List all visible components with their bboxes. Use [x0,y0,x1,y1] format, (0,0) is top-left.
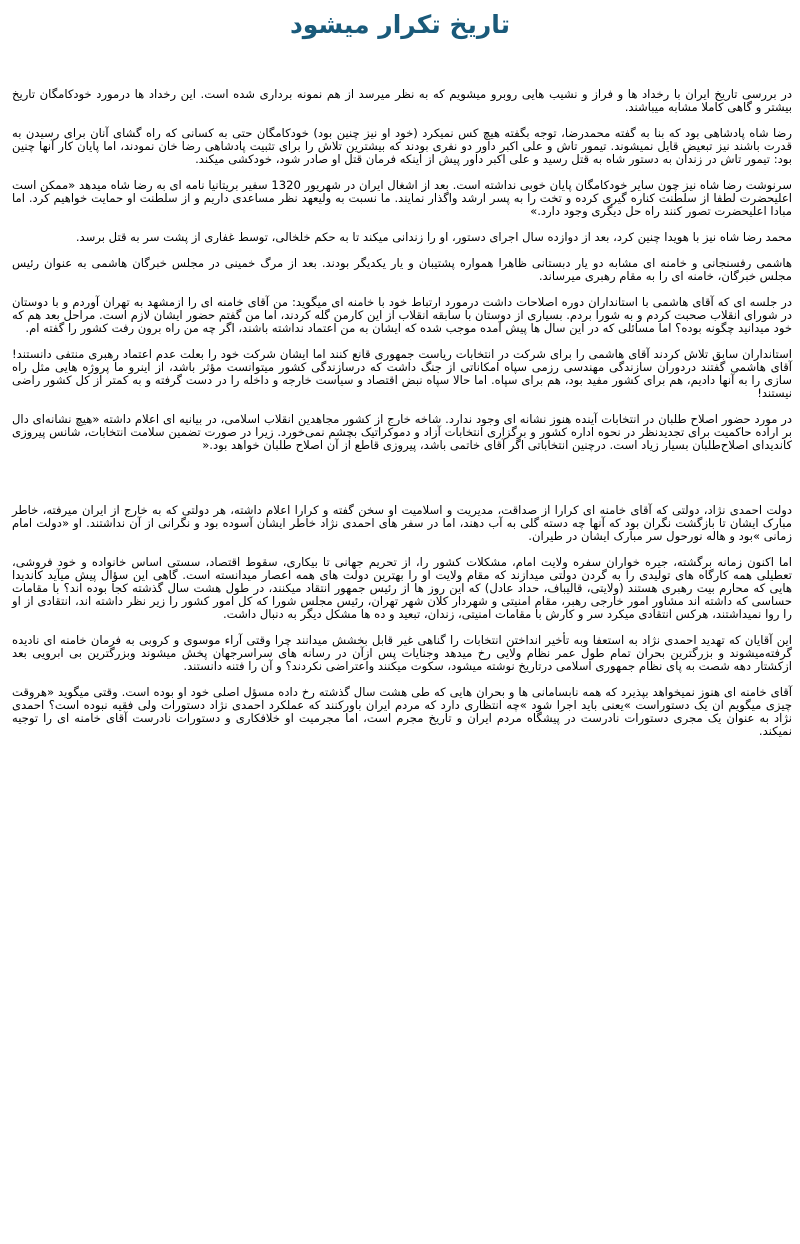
article-paragraph: اما اکنون زمانه برگشته، جیره خواران سفره ولایت امام، مشکلات کشور را، از تحریم جهانی تا بیکاری، سقوط اقتصاد، سستی اساس خانواده و خود فروشی، تعطیلی همه کارگاه های تولیدی را به گردن دولتی میدازند که مقام ولایت او را بهترین دولت های همه اعصار میدانسته است. گاهی این سؤال پیش میآید کاندیدا هایی که محارم بیت رهبری هستند (ولایتی، قالیباف، حداد عادل) که این روز ها از رئیس جمهور انتقاد میکنند، در طول هشت سال گذشته کجا بوده اند؟ با مقامات حساسی که داشته اند مشاور امور خارجی رهبر، مقام امنیتی و شهردار کلان شهر تهران، رئیس مجلس شورا که کل امور کشور را زیر نظر داشته اند، انتقادی از او را روا نمیداشتند، هرکس انتقادی میکرد سر و کارش با مقامات امنیتی، زندان، تبعید و ده ها مشکل دیگر به دنبال داشت. [12,555,792,621]
article-paragraph: در مورد حضور اصلاح طلبان در انتخابات آینده هنوز نشانه ای وجود ندارد. شاخه خارج از کشور مجاهدین انقلاب اسلامی، در بیانیه ای اعلام داشته «هیچ نشانه‌ای دال بر اراده حاکمیت برای تجدیدنظر در نحوه اداره کشور و برگزاری انتخابات آزاد و دموکراتیک بچشم نمی‌خورد. زیرا در صورت تضمین سلامت انتخابات، شانس پیروزی کاندیدای اصلاح‌طلبان بسیار زیاد است. درچنین انتخاباتی اگر آقای خاتمی باشد، پیروزی قاطع از آن اصلاح طلبان خواهد بود.« [12,412,792,452]
article-paragraph: در جلسه ای که آقای هاشمی با استانداران دوره اصلاحات داشت درمورد ارتباط خود با خامنه ای میگوید: من آقای خامنه ای را ازمشهد به تهران آوردم و با دوستان در شورای انقلاب صحبت کردم و به شورا بردم. بسیاری از دوستان با سابقه انقلاب از این کارمن گله کردند، اما من گفتم حضور ایشان لازم است. مراحل بعد هم که خود میدانید چگونه بوده؟ اما مسائلی که در این سال ها پیش آمده موجب شده که ایشان به من اعتماد نداشته باشند، اگر چه من راه برون رفت کشور را گفته ام. [12,295,792,335]
article-title: تاریخ تکرار میشود [289,10,511,39]
article-paragraph: این آقایان که تهدید احمدی نژاد به استعفا وبه تأخیر انداختن انتخابات را گناهی غیر قابل بخشش میدانند چرا وقتی آراء موسوی و کروبی به فرمان خامنه ای نادیده گرفته‌میشوند و بزرگترین بحران تمام طول عمر نظام ولایی رخ میدهد وجنایات پس ازآن در رسانه های سراسرجهان پخش میشوند وبزرگترین بی ابرویی بعد ازکشتار دهه شصت به پای نظام جمهوری اسلامی درتاریخ نوشته میشود، سکوت میکنند واعتراضی نکردند؟ و آن را فتنه دانستند. [12,633,792,673]
article-paragraph: محمد رضا شاه نیز با هویدا چنین کرد، بعد از دوازده سال اجرای دستور، او را زندانی میکند تا به حکم خلخالی، توسط غفاری از پشت سر به قتل برسد. [75,230,792,244]
article-paragraph: در بررسی تاریخ ایران با رخداد ها و فراز و نشیب هایی روبرو میشویم که به نظر میرسد از هم نمونه برداری شده است. این رخداد ها درمورد خودکامگان تاریخ بیشتر و گاهی کاملا مشابه میباشند. [12,87,792,114]
article-paragraph: رضا شاه پادشاهی بود که بنا به گفته محمدرضا، توجه بگفته هیچ کس نمیکرد (خود او نیز چنین بود) خودکامگان حتی به کسانی که راه گشای آنان برای رسیدن به قدرت باشند نیز تبعیض قایل نمیشوند. تیمور تاش و علی اکبر داور دو نفری بودند که بیشترین تلاش را برای تثبیت پادشاهی رضا خان نمودند، اما پایان کار آنها چنین بود: تیمور تاش در زندان به دستور شاه به قتل رسید و علی اکبر داور پیش از اینکه فرمان قتل او صادر شود، خودکشی میکند. [12,126,792,166]
article-paragraph: هاشمی رفسنجانی و خامنه ای مشابه دو یار دبستانی ظاهرا همواره پشتیبان و یار یکدیگر بودند. بعد از مرگ خمینی در مجلس خبرگان هاشمی به عنوان رئیس مجلس خبرگان، خامنه ای را به مقام رهبری میرساند. [12,256,792,283]
article-paragraph: استانداران سابق تلاش کردند آقای هاشمی را برای شرکت در انتخابات ریاست جمهوری قانع کنند اما ایشان شرکت خود را بعلت عدم اعتماد رهبری منتفی دانستند! آقای هاشمی گفتند دردوران سازندگی مهندسی رزمی سپاه امکاناتی از جنگ داشت که درسازندگی کشور میتوانست مؤثر باشد، از اینرو ما پروژه هایی مثل راه سازی را به آنها دادیم، هم برای کشور مفید بود، هم برای سپاه. اما حالا سپاه نبض اقتصاد و سیاست خارجه و داخله را در دست گرفته و به کمتر از کل کشور راضی نیستند! [12,347,792,400]
article-body [12,88,792,751]
article-paragraph: سرنوشت رضا شاه نیز چون سایر خودکامگان پایان خوبی نداشته است. بعد از اشغال ایران در شهریور 1320 سفیر بریتانیا نامه ای به رضا شاه میدهد «ممکن است اعلیحضرت لطفا از سلطنت کناره گیری کرده و تخت را به پسر ارشد واگذار نمایند. ما نسبت به ولیعهد نظر مساعدی داریم و از سلطنت او حمایت خواهیم کرد. اما مبادا اعلیحضرت تصور کنند راه حل دیگری وجود دارد.» [12,178,792,218]
article-paragraph: آقای خامنه ای هنوز نمیخواهد بپذیرد که همه نابسامانی ها و بحران هایی که طی هشت سال گذشته رخ داده مسؤل اصلی خود او بوده است. وقتی میگوید «هروقت چیزی میگویم ان یک دستوراست »یعنی باید اجرا شود »چه انتظاری دارد که مردم ایران باورکنند که عملکرد احمدی نژاد دستورات ولی فقیه نبوده است؟ احمدی نژاد به عنوان یک مجری دستورات نادرست در پیشگاه مردم ایران و تاریخ مجرم است، اما مجرمیت او خلافکاری و دستورات نادرست آقای خامنه ای را توجیه نمیکند. [12,685,792,738]
article-paragraph: دولت احمدی نژاد، دولتی که آقای خامنه ای کرارا از صداقت، مدیریت و اسلامیت او سخن گفته و کرارا اعلام داشته، هر دولتی که به خارج از ایران میرفته، خاطر مبارک ایشان تا بازگشت نگران بود که آنها چه دسته گلی به آب دهند، اما در سفر های احمدی نژاد خاطر ایشان آسوده بود و نگرانی از آن نداشتند. او «دولت امام زمانی »بود و هاله نورحول سر مبارک ایشان در طیران. [12,503,792,543]
